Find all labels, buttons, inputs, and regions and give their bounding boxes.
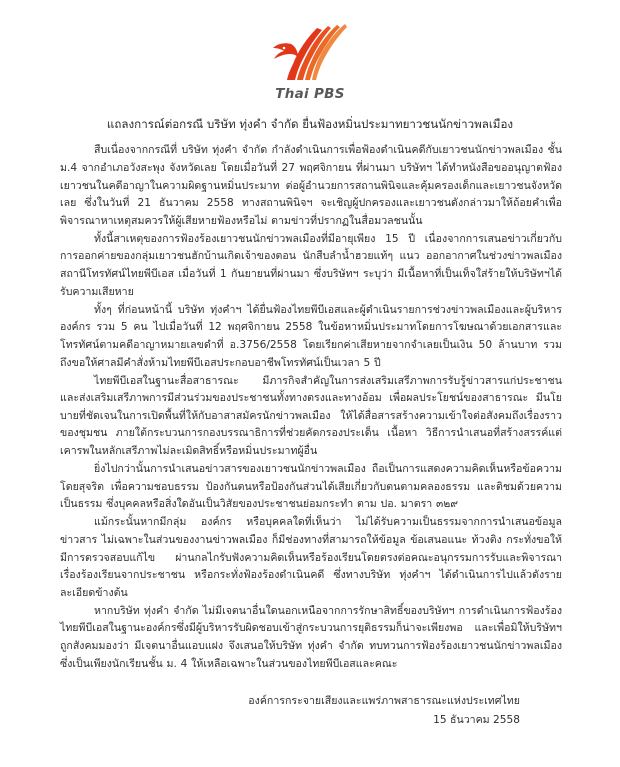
page-title: แถลงการณ์ต่อกรณี บริษัท ทุ่งคำ จำกัด ยื่นฟ้องหมิ่นประมาทยาวชนนักข่าวพลเมือง xyxy=(106,117,514,131)
signature-organization: องค์การกระจายเสียงและแพร่ภาพสาธารณะแห่งประเทศไทย xyxy=(248,695,520,708)
thai-pbs-flame-bird-logo xyxy=(267,22,353,84)
paragraph: แม้กระนั้นหากมีกลุ่ม องค์กร หรือบุคคลใดที่เห็นว่า ไม่ได้รับความเป็นธรรมจากการนำเสนอข้อมูล ข่าวสาร ไม่เฉพาะในส่วนของงานข่าวพลเมือง ก็มีช่องทางที่สามารถให้ข้อมูล ข้อเสนอแนะ ท้วงติง กระทั่งขอให้มีการตรวจสอบแก้ไข ผ่านกลไกรับฟังความคิดเห็นหรือร้องเรียนโดยตรงต่อคณะอนุกรรมการรับและพิจารณาเรื่องร้องเรียนจากประชาชน หรือกระทั่งฟ้องร้องดำเนินคดี ซึ่งทางบริษัท ทุ่งคำฯ ได้ดำเนินการไปแล้วดังรายละเอียดข้างต้น xyxy=(60,516,562,599)
paragraph: สืบเนื่องจากกรณีที่ บริษัท ทุ่งคำ จำกัด กำลังดำเนินการเพื่อฟ้องดำเนินคดีกับเยาวชนนักข่าวพลเมือง ชั้น ม.4 จากอำเภอวังสะพุง จังหวัดเลย โดยเมื่อวันที่ 27 พฤศจิกายน ที่ผ่านมา บริษัทฯ ได้ทำหนังสือขออนุญาตฟ้องเยาวชนในคดีอาญาในความผิดฐานหมิ่นประมาท ต่อผู้อำนวยการสถานพินิจและคุ้มครองเด็กและเยาวชนจังหวัดเลย ซึ่งในวันที่ 21 ธันวาคม 2558 ทางสถานพินิจฯ จะเชิญผู้ปกครองและเยาวชนดังกล่าวมาให้ถ้อยคำเพื่อพิจารณาหาเหตุสมควรให้ผู้เสียหายฟ้องหรือไม่ ตามข่าวที่ปรากฏในสื่อมวลชนนั้น xyxy=(60,144,562,227)
paragraph: ทั้งๆ ที่ก่อนหน้านี้ บริษัท ทุ่งคำฯ ได้ยื่นฟ้องไทยพีบีเอสและผู้ดำเนินรายการช่วงข่าวพลเมืองและผู้บริหารองค์กร รวม 5 คน ไปเมื่อวันที่ 12 พฤศจิกายน 2558 ในข้อหาหมิ่นประมาทโดยการโฆษณาด้วยเอกสารและโทรทัศน์ตามคดีอาญาหมายเลขดำที่ อ.3756/2558 โดยเรียกค่าเสียหายจากจำเลยเป็นเงิน 50 ล้านบาท รวมถึงขอให้ศาลมีคำสั่งห้ามไทยพีบีเอสประกอบอาชีพโทรทัศน์เป็นเวลา 5 ปี xyxy=(60,303,562,369)
signature-date: 15 ธันวาคม 2558 xyxy=(433,714,520,727)
signature-block xyxy=(60,693,562,729)
paragraph: ยิ่งไปกว่านั้นการนำเสนอข่าวสารของเยาวชนนักข่าวพลเมือง ถือเป็นการแสดงความคิดเห็นหรือข้อความโดยสุจริต เพื่อความชอบธรรม ป้องกันตนหรือป้องกันส่วนได้เสียเกี่ยวกับตนตามคลองธรรม และติชมด้วยความเป็นธรรม ซึ่งบุคคลหรือสิ่งใดอันเป็นวิสัยของประชาชนย่อมกระทำ ตาม ปอ. มาตรา ๓๒๙ xyxy=(60,463,562,511)
logo-block xyxy=(0,0,620,102)
paragraph: ไทยพีบีเอสในฐานะสื่อสาธารณะ มีภารกิจสำคัญในการส่งเสริมเสรีภาพการรับรู้ข่าวสารแก่ประชาชน และส่งเสริมเสรีภาพการมีส่วนร่วมของประชาชนทั้งทางตรงและทางอ้อม เพื่อผลประโยชน์ของสาธารณะ มีนโยบายที่ชัดเจนในการเปิดพื้นที่ให้กับอาสาสมัครนักข่าวพลเมือง ให้ได้สื่อสารสร้างความเข้าใจต่อสังคมถึงเรื่องราวของชุมชน ภายใต้กระบวนการกองบรรณาธิการที่ช่วยคัดกรองประเด็น เนื้อหา วิธีการนำเสนอที่สร้างสรรค์แต่เคารพในหลักเสรีภาพไม่ละเมิดสิทธิ์หรือหมิ่นประมาทผู้อื่น xyxy=(60,374,562,457)
statement-body xyxy=(0,142,620,729)
paragraph: ทั้งนี้สาเหตุของการฟ้องร้องเยาวชนนักข่าวพลเมืองที่มีอายุเพียง 15 ปี เนื่องจากการเสนอข่าวเกี่ยวกับการออกค่ายของกลุ่มเยาวชนฮักบ้านเกิดเจ้าของตอน นักสืบลำน้ำฮวยแท้ๆ แนว ออกอากาศในช่วงข่าวพลเมือง สถานีโทรทัศน์ไทยพีบีเอส เมื่อวันที่ 1 กันยายนที่ผ่านมา ซึ่งบริษัทฯ ระบุว่า มีเนื้อหาที่เป็นเท็จใส่ร้ายให้บริษัทฯได้รับความเสียหาย xyxy=(60,232,562,298)
logo-wordmark: Thai PBS xyxy=(275,86,345,102)
paragraph: หากบริษัท ทุ่งคำ จำกัด ไม่มีเจตนาอื่นใดนอกเหนือจากการรักษาสิทธิ์ของบริษัทฯ การดำเนินการฟ้องร้องไทยพีบีเอสในฐานะองค์กรซึ่งมีผู้บริหารรับผิดชอบเข้าสู่กระบวนการยุติธรรมก็น่าจะเพียงพอ และเพื่อมิให้บริษัทฯ ถูกสังคมมองว่า มีเจตนาอื่นแอบแฝง จึงเสนอให้บริษัท ทุ่งคำ จำกัด ทบทวนการฟ้องร้องเยาวชนนักข่าวพลเมืองซึ่งเป็นเพียงนักเรียนชั้น ม. 4 ให้เหลือเฉพาะในส่วนของไทยพีบีเอสและคณะ xyxy=(60,604,562,670)
